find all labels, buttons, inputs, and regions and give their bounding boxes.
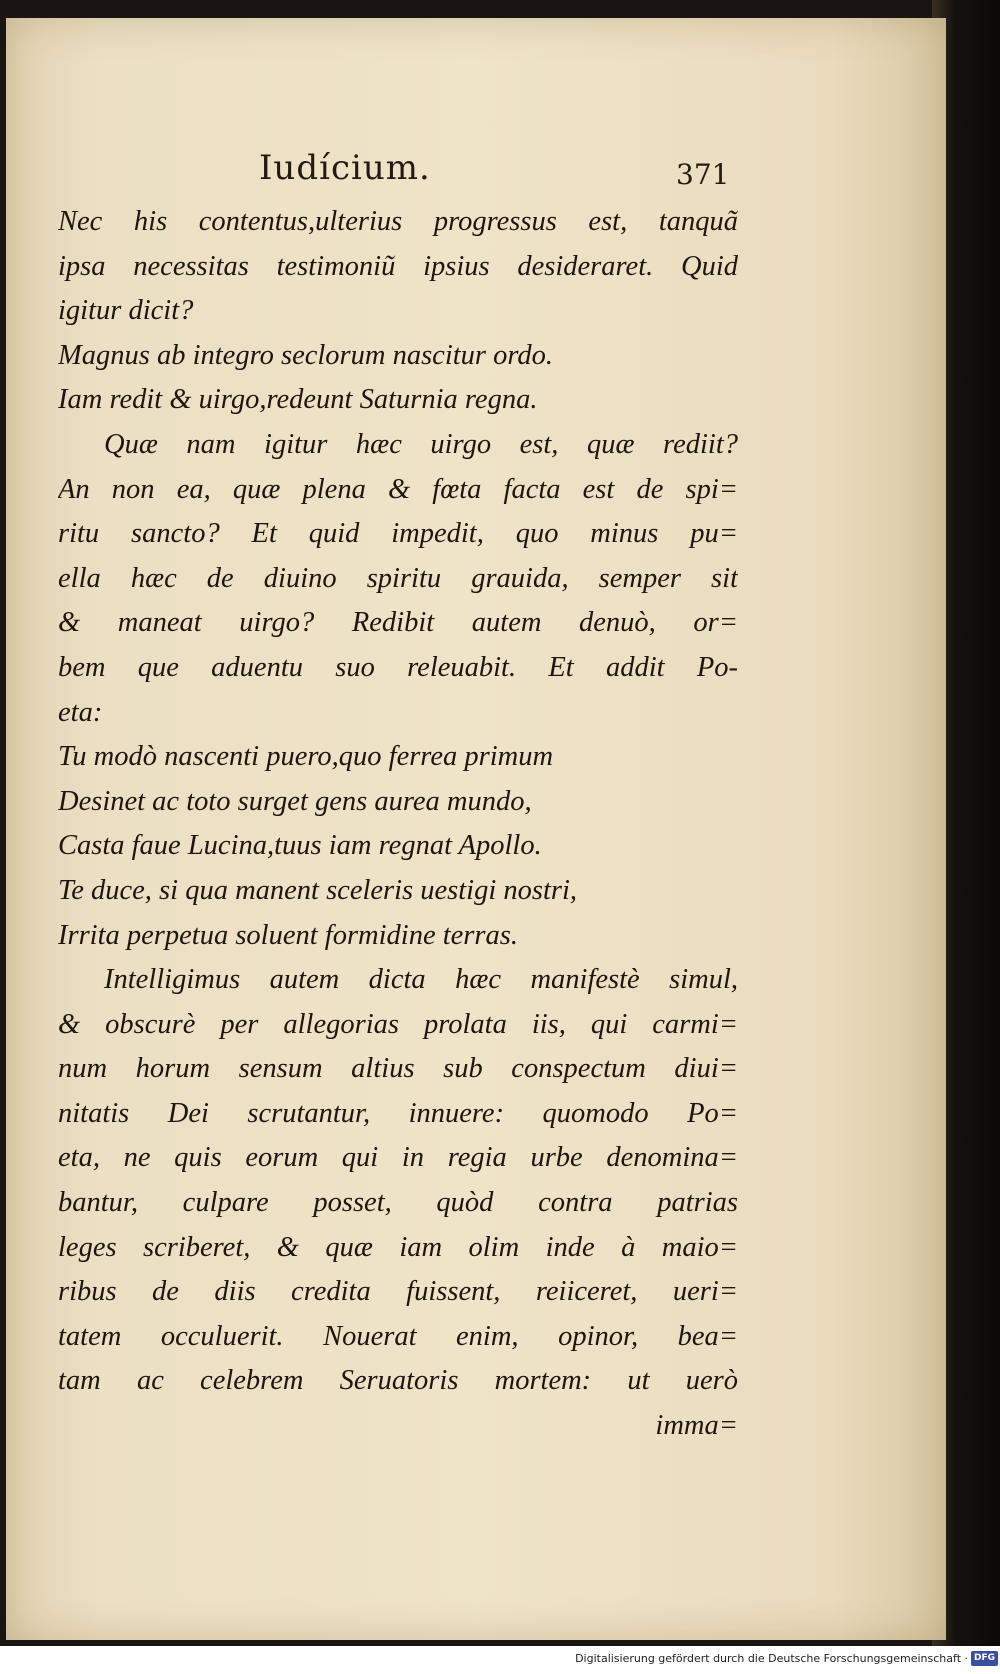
verse-line: Iam redit & uirgo,redeunt Saturnia regna. [58,384,538,416]
text-line: nitatis Dei scrutantur, innuere: quomodo Po= [58,1097,738,1129]
text-line: igitur dicit? [58,295,194,327]
dfg-logo: DFG [971,1651,998,1666]
catchword: imma= [655,1410,738,1442]
text-line: tatem occuluerit. Nouerat enim, opinor, bea= [58,1320,738,1352]
text-line: eta: [58,696,103,728]
verse-line: Casta faue Lucina,tuus iam regnat Apollo. [58,830,542,862]
digitization-credit: Digitalisierung gefördert durch die Deutsche Forschungsgemeinschaft · [575,1652,968,1665]
text-line: tam ac celebrem Seruatoris mortem: ut uerò [58,1365,738,1397]
text-line: ritu sancto? Et quid impedit, quo minus pu= [58,518,738,550]
text-line: num horum sensum altius sub conspectum diui= [58,1053,738,1085]
book-page [6,18,946,1640]
page-header [6,148,946,196]
verse-line: Desinet ac toto surget gens aurea mundo, [58,785,532,817]
text-line: bem que aduentu suo releuabit. Et addit Po- [58,651,738,683]
verse-line: Irrita perpetua soluent formidine terras. [58,919,518,951]
text-line: leges scriberet, & quæ iam olim inde à maio= [58,1231,738,1263]
text-line: ipsa necessitas testimoniũ ipsius desideraret. Quid [58,250,738,282]
text-line: Intelligimus autem dicta hæc manifestè simul, [104,964,738,996]
verse-line: Tu modò nascenti puero,quo ferrea primum [58,741,554,773]
text-line: & obscurè per allegorias prolata iis, qui carmi= [58,1008,738,1040]
text-line: Quæ nam igitur hæc uirgo est, quæ rediit? [104,428,738,460]
text-line: bantur, culpare posset, quòd contra patrias [58,1187,738,1219]
text-line: Nec his contentus,ulterius progressus est, tanquã [58,206,738,237]
verse-line: Te duce, si qua manent sceleris uestigi nostri, [58,874,578,906]
text-block [58,200,738,1449]
text-line: & maneat uirgo? Redibit autem denuò, or= [58,607,738,639]
text-line: ribus de diis credita fuissent, reiiceret, ueri= [58,1276,738,1308]
verse-line: Magnus ab integro seclorum nascitur ordo. [58,339,554,371]
text-line: ella hæc de diuino spiritu grauida, semper sit [58,562,738,594]
text-line: An non ea, quæ plena & fœta facta est de spi= [58,473,738,505]
running-head: Iudícium. [259,148,431,188]
page-number: 371 [676,158,730,191]
footer-bar [0,1646,1000,1674]
text-line: eta, ne quis eorum qui in regia urbe denomina= [58,1142,738,1174]
